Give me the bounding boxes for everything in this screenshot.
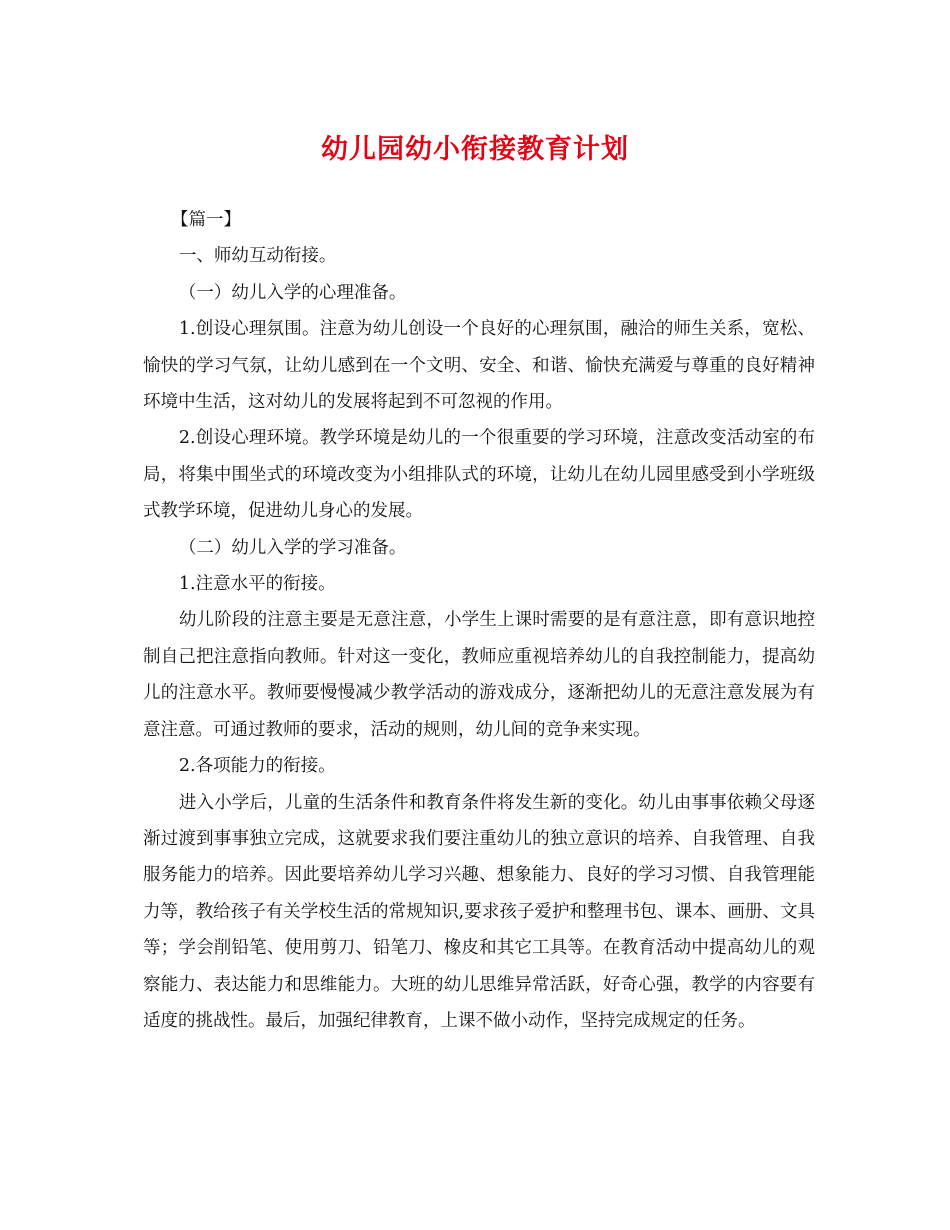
document-body [143, 202, 815, 1039]
heading-level-3: 1.注意水平的衔接。 [178, 574, 336, 595]
paragraph: 1.创设心理氛围。注意为幼儿创设一个良好的心理氛围，融洽的师生关系，宽松、愉快的学习气氛，让幼儿感到在一个文明、安全、和谐、愉快充满爱与尊重的良好精神环境中生活，这对幼儿的发展将起到不可忽视的作用。 [143, 319, 815, 413]
heading-level-1: 一、师幼互动衔接。 [178, 246, 337, 267]
heading-level-2: （一）幼儿入学的心理准备。 [178, 282, 407, 303]
section-tag: 【篇一】 [171, 210, 241, 230]
heading-level-2: （二）幼儿入学的学习准备。 [178, 537, 407, 558]
paragraph: 幼儿阶段的注意主要是无意注意，小学生上课时需要的是有意注意，即有意识地控制自己把注意指向教师。针对这一变化，教师应重视培养幼儿的自我控制能力，提高幼儿的注意水平。教师要慢慢减少教学活动的游戏成分，逐渐把幼儿的无意注意发展为有意注意。可通过教师的要求，活动的规则，幼儿间的竞争来实现。 [143, 610, 815, 740]
paragraph: 2.创设心理环境。教学环境是幼儿的一个很重要的学习环境，注意改变活动室的布局，将集中围坐式的环境改变为小组排队式的环境，让幼儿在幼儿园里感受到小学班级式教学环境，促进幼儿身心的发展。 [143, 428, 815, 522]
document-title: 幼儿园幼小衔接教育计划 [321, 134, 629, 165]
heading-level-3: 2.各项能力的衔接。 [178, 756, 336, 777]
paragraph: 进入小学后，儿童的生活条件和教育条件将发生新的变化。幼儿由事事依赖父母逐渐过渡到事事独立完成，这就要求我们要注重幼儿的独立意识的培养、自我管理、自我服务能力的培养。因此要培养幼儿学习兴趣、想象能力、良好的学习习惯、自我管理能力等，教给孩子有关学校生活的常规知识,要求孩子爱护和整理书包、课本、画册、文具等；学会削铅笔、使用剪刀、铅笔刀、橡皮和其它工具等。在教育活动中提高幼儿的观察能力、表达能力和思维能力。大班的幼儿思维异常活跃，好奇心强，教学的内容要有适度的挑战性。最后，加强纪律教育，上课不做小动作，坚持完成规定的任务。 [143, 792, 815, 1031]
